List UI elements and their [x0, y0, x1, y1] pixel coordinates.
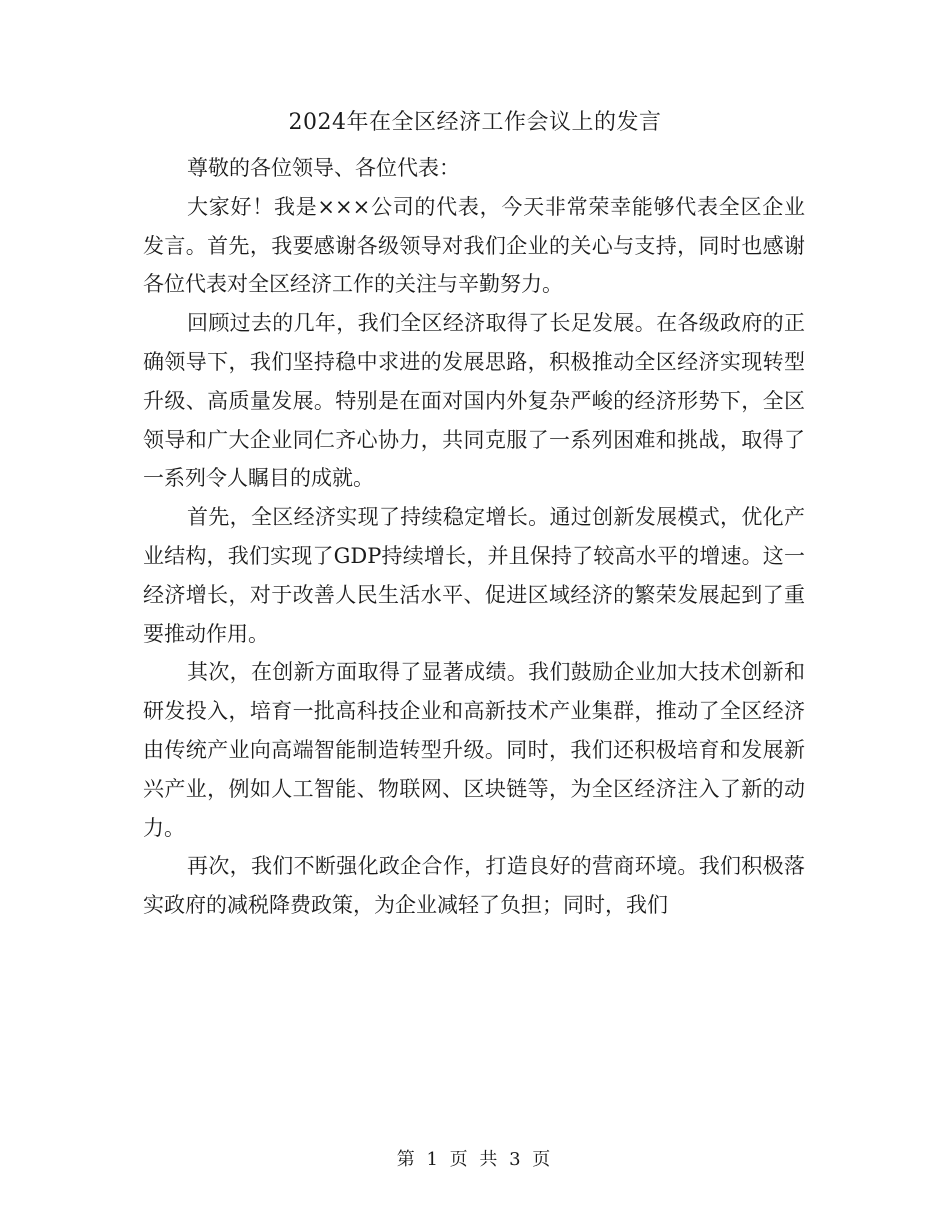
paragraph-growth: 首先，全区经济实现了持续稳定增长。通过创新发展模式，优化产业结构，我们实现了GDP持续增长，并且保持了较高水平的增速。这一经济增长，对于改善人民生活水平、促进区域经济的繁荣发展起到了重要推动作用。 [143, 505, 805, 646]
greeting-line: 尊敬的各位领导、各位代表： [187, 156, 460, 180]
page-number-footer: 第 1 页 共 3 页 [396, 1149, 554, 1170]
paragraph-review: 回顾过去的几年，我们全区经济取得了长足发展。在各级政府的正确领导下，我们坚持稳中求进的发展思路，积极推动全区经济实现转型升级、高质量发展。特别是在面对国内外复杂严峻的经济形势下，全区领导和广大企业同仁齐心协力，共同克服了一系列困难和挑战，取得了一系列令人瞩目的成就。 [143, 311, 805, 491]
document-title: 2024年在全区经济工作会议上的发言 [288, 110, 662, 135]
paragraph-cooperation: 再次，我们不断强化政企合作，打造良好的营商环境。我们积极落实政府的减税降费政策，为企业减轻了负担；同时，我们 [143, 854, 805, 918]
document-body [143, 149, 805, 925]
paragraph-introduction: 大家好！我是×××公司的代表，今天非常荣幸能够代表全区企业发言。首先，我要感谢各级领导对我们企业的关心与支持，同时也感谢各位代表对全区经济工作的关注与辛勤努力。 [143, 194, 805, 297]
paragraph-innovation: 其次，在创新方面取得了显著成绩。我们鼓励企业加大技术创新和研发投入，培育一批高科技企业和高新技术产业集群，推动了全区经济由传统产业向高端智能制造转型升级。同时，我们还积极培育和发展新兴产业，例如人工智能、物联网、区块链等，为全区经济注入了新的动力。 [143, 660, 805, 840]
